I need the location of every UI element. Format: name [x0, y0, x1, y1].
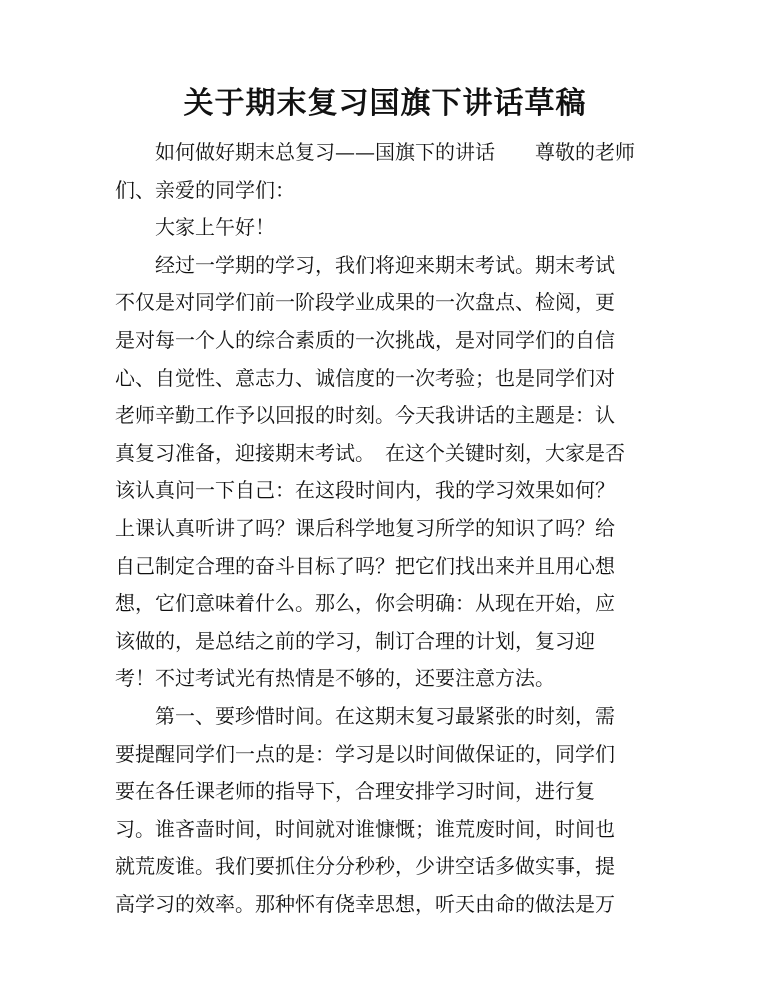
text-line: 该做的，是总结之前的学习，制订合理的计划，复习迎	[115, 628, 595, 653]
text-line: 高学习的效率。那种怀有侥幸思想，听天由命的做法是万	[115, 891, 615, 916]
text-line: 要在各任课老师的指导下，合理安排学习时间，进行复	[115, 779, 595, 804]
text-line: 该认真问一下自己：在这段时间内，我的学习效果如何？	[115, 478, 615, 503]
text-line: 大家上午好！	[155, 215, 275, 240]
text-line: 自己制定合理的奋斗目标了吗？把它们找出来并且用心想	[115, 553, 615, 578]
text-line: 考！不过考试光有热情是不够的，还要注意方法。	[115, 666, 555, 691]
text-line: 如何做好期末总复习——国旗下的讲话 尊敬的老师	[155, 140, 635, 164]
text-line: 习。谁吝啬时间，时间就对谁慷慨；谁荒废时间，时间也	[115, 816, 615, 841]
text-line: 想，它们意味着什么。那么，你会明确：从现在开始，应	[115, 591, 615, 616]
document-title: 关于期末复习国旗下讲话草稿	[183, 86, 587, 121]
document-body	[115, 134, 660, 923]
text-line: 经过一学期的学习，我们将迎来期末考试。期末考试	[155, 252, 615, 277]
text-line: 们、亲爱的同学们：	[115, 177, 295, 202]
text-line: 老师辛勤工作予以回报的时刻。今天我讲话的主题是：认	[115, 403, 615, 428]
text-line: 真复习准备，迎接期末考试。 在这个关键时刻，大家是否	[115, 440, 625, 465]
text-line: 要提醒同学们一点的是：学习是以时间做保证的，同学们	[115, 741, 615, 766]
text-line: 是对每一个人的综合素质的一次挑战，是对同学们的自信	[115, 327, 615, 352]
text-line: 上课认真听讲了吗？课后科学地复习所学的知识了吗？给	[115, 515, 615, 540]
text-line: 不仅是对同学们前一阶段学业成果的一次盘点、检阅，更	[115, 290, 615, 315]
text-line: 第一、要珍惜时间。在这期末复习最紧张的时刻，需	[155, 703, 615, 728]
text-line: 心、自觉性、意志力、诚信度的一次考验；也是同学们对	[115, 365, 615, 390]
text-line: 就荒废谁。我们要抓住分分秒秒，少讲空话多做实事，提	[115, 854, 615, 879]
